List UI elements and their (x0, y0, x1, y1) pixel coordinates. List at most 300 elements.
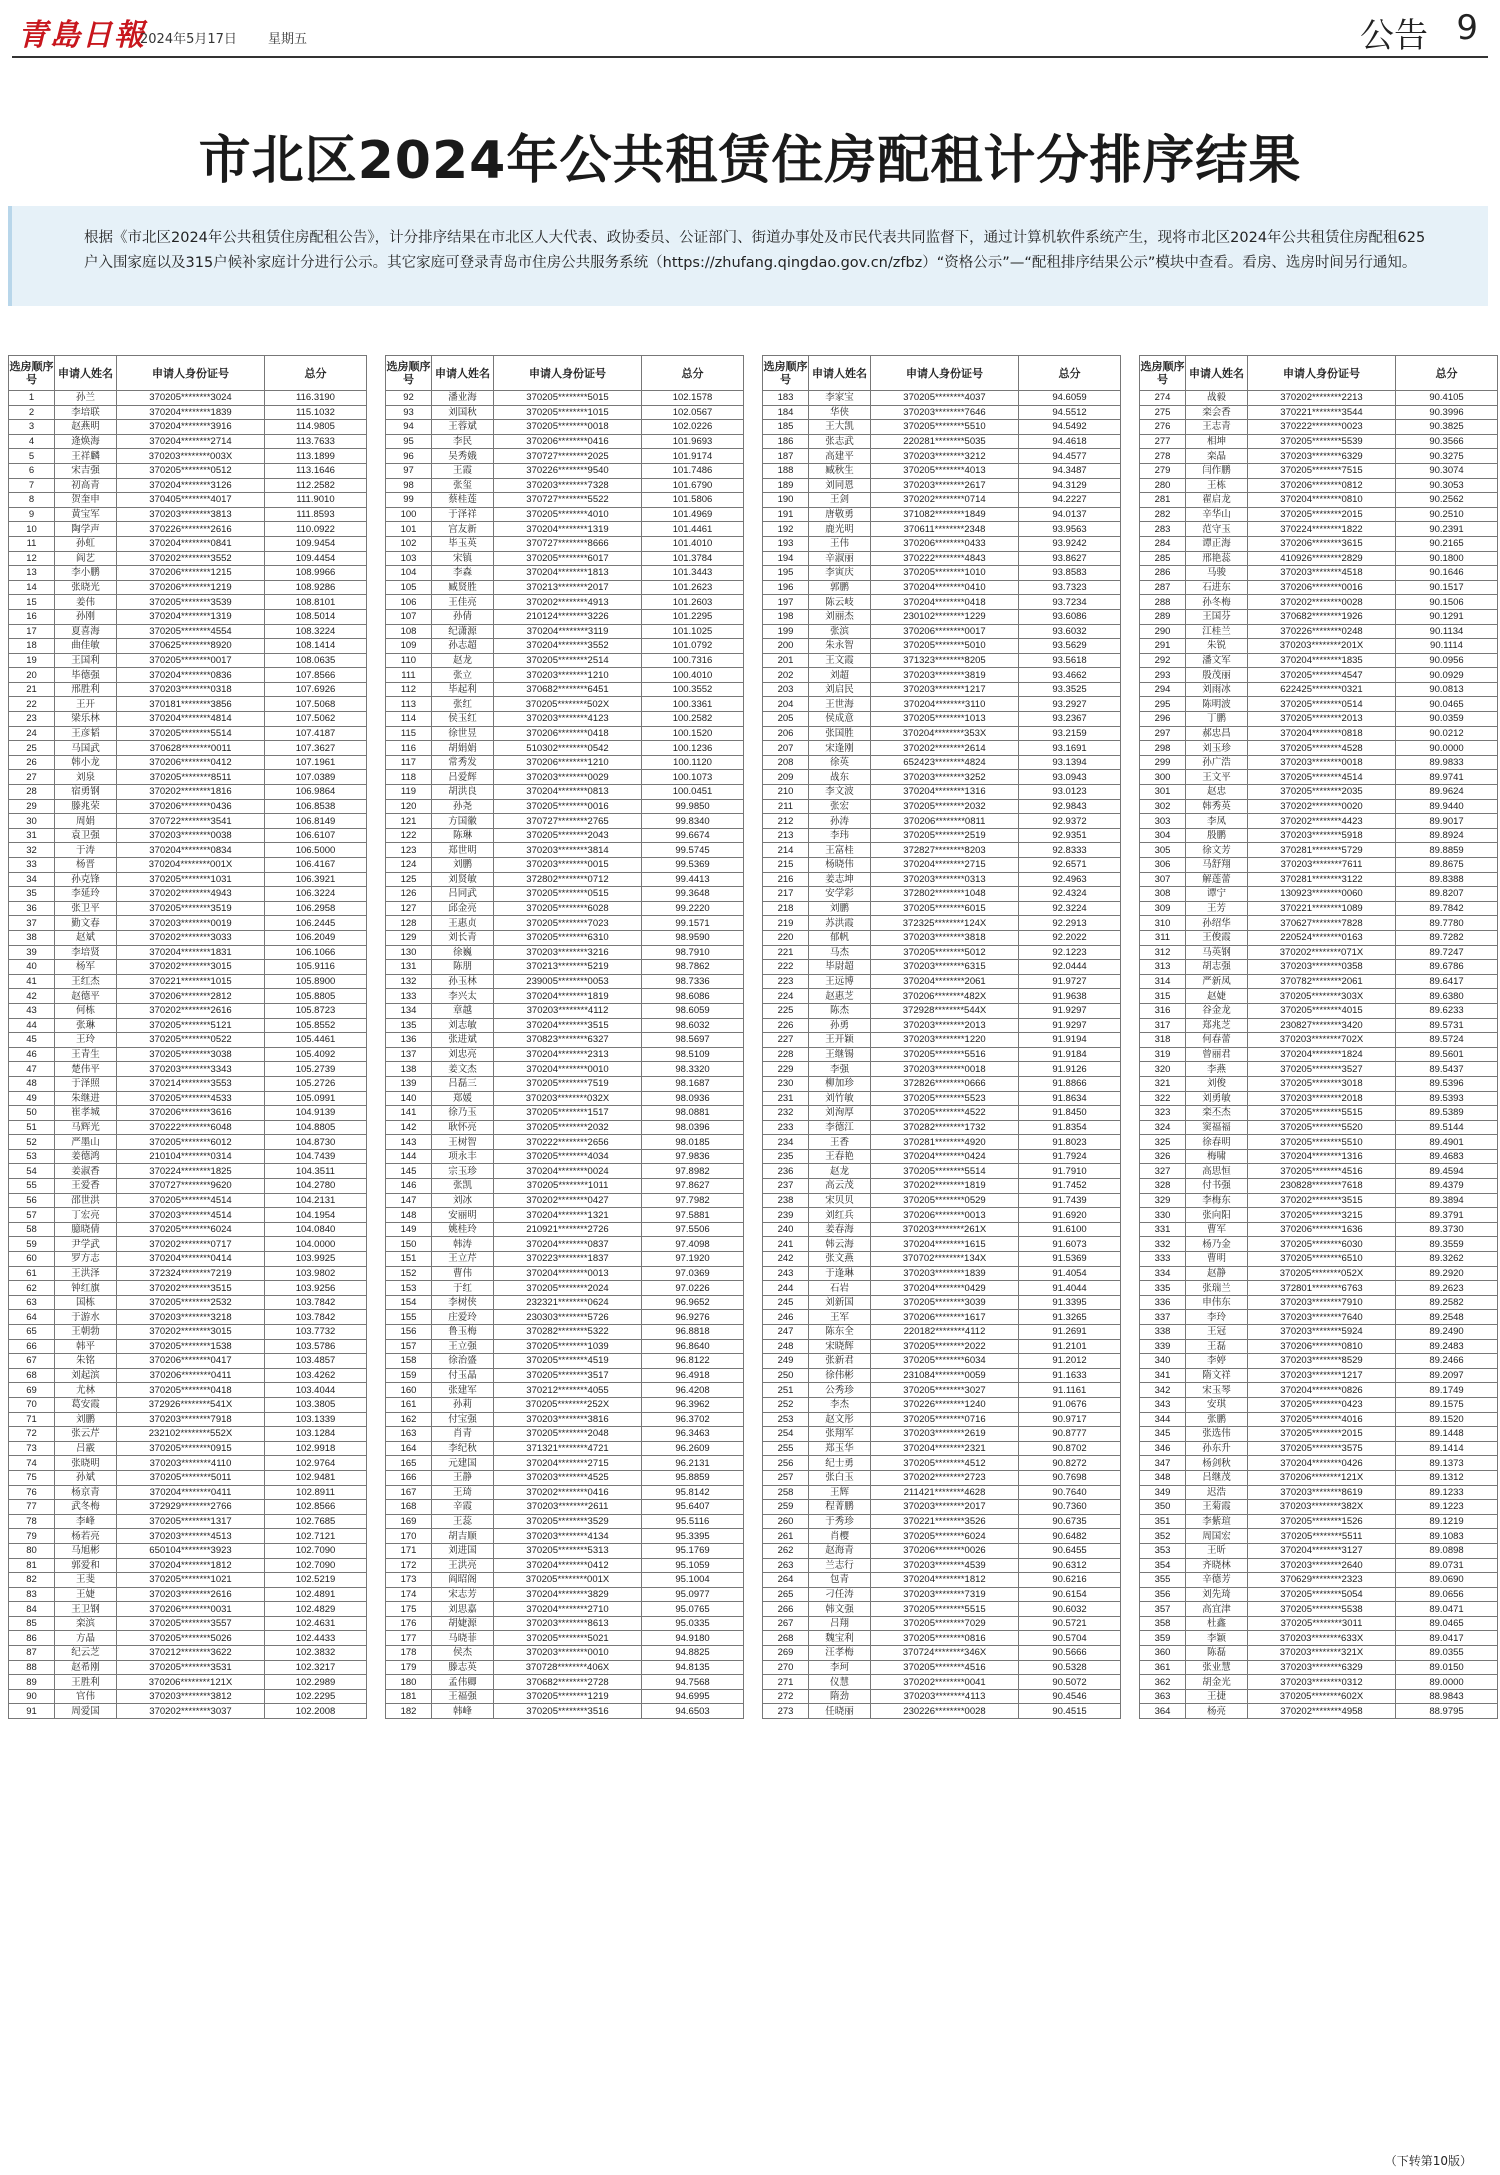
cell-applicant-name: 窦福福 (1186, 1120, 1248, 1135)
table-row (9, 1339, 367, 1354)
table-row (9, 1660, 367, 1675)
cell-id-number: 370204********0429 (871, 1281, 1019, 1296)
cell-order-number: 33 (9, 858, 55, 873)
cell-applicant-name: 王洪泽 (55, 1266, 117, 1281)
cell-order-number: 60 (9, 1252, 55, 1267)
cell-total-score: 96.4918 (642, 1368, 744, 1383)
cell-applicant-name: 李紫瑄 (1186, 1514, 1248, 1529)
table-row (763, 1558, 1121, 1573)
cell-applicant-name: 姜淑香 (55, 1164, 117, 1179)
cell-order-number: 351 (1140, 1514, 1186, 1529)
cell-applicant-name: 付宝强 (432, 1412, 494, 1427)
table-row (1140, 1047, 1498, 1062)
cell-id-number: 370204********3126 (117, 478, 265, 493)
table-row (9, 1120, 367, 1135)
cell-total-score: 89.0898 (1396, 1543, 1498, 1558)
cell-applicant-name: 孙涛 (809, 814, 871, 829)
cell-order-number: 66 (9, 1339, 55, 1354)
cell-order-number: 279 (1140, 463, 1186, 478)
cell-applicant-name: 刘冰 (432, 1193, 494, 1208)
cell-order-number: 352 (1140, 1529, 1186, 1544)
table-row (9, 1076, 367, 1091)
cell-id-number: 370203********4123 (494, 712, 642, 727)
cell-total-score: 93.5629 (1019, 639, 1121, 654)
cell-id-number: 370204********2313 (494, 1047, 642, 1062)
table-row (763, 1500, 1121, 1515)
intro-box (8, 206, 1488, 306)
cell-applicant-name: 王霞 (432, 463, 494, 478)
cell-id-number: 370204********0418 (871, 595, 1019, 610)
cell-applicant-name: 高建平 (809, 449, 871, 464)
cell-order-number: 234 (763, 1135, 809, 1150)
cell-total-score: 107.4187 (265, 726, 367, 741)
cell-order-number: 253 (763, 1412, 809, 1427)
cell-id-number: 370204********0810 (1248, 493, 1396, 508)
cell-order-number: 322 (1140, 1091, 1186, 1106)
cell-order-number: 138 (386, 1062, 432, 1077)
cell-applicant-name: 刘同恩 (809, 478, 871, 493)
cell-order-number: 292 (1140, 653, 1186, 668)
cell-applicant-name: 孙勇 (809, 1018, 871, 1033)
cell-order-number: 156 (386, 1325, 432, 1340)
header-applicant-name: 申请人姓名 (55, 356, 117, 391)
cell-id-number: 370203********7918 (117, 1412, 265, 1427)
cell-order-number: 105 (386, 580, 432, 595)
cell-applicant-name: 高思恒 (1186, 1164, 1248, 1179)
cell-order-number: 246 (763, 1310, 809, 1325)
cell-id-number: 370205********7023 (494, 916, 642, 931)
cell-id-number: 370205********2013 (1248, 712, 1396, 727)
cell-id-number: 370205********6310 (494, 930, 642, 945)
cell-order-number: 12 (9, 551, 55, 566)
cell-order-number: 63 (9, 1295, 55, 1310)
cell-total-score: 106.3224 (265, 887, 367, 902)
cell-total-score: 89.2483 (1396, 1339, 1498, 1354)
cell-applicant-name: 王静 (432, 1470, 494, 1485)
cell-total-score: 104.0840 (265, 1222, 367, 1237)
cell-order-number: 200 (763, 639, 809, 654)
cell-id-number: 370205********4516 (1248, 1164, 1396, 1179)
cell-id-number: 370203********633X (1248, 1631, 1396, 1646)
table-row (386, 668, 744, 683)
cell-id-number: 370204********1812 (871, 1573, 1019, 1588)
cell-order-number: 232 (763, 1106, 809, 1121)
cell-order-number: 122 (386, 828, 432, 843)
table-row (763, 668, 1121, 683)
table-row (1140, 1529, 1498, 1544)
table-row (763, 1383, 1121, 1398)
table-row (1140, 1325, 1498, 1340)
cell-order-number: 168 (386, 1500, 432, 1515)
cell-order-number: 252 (763, 1397, 809, 1412)
cell-id-number: 370205********5523 (871, 1091, 1019, 1106)
cell-total-score: 89.0471 (1396, 1602, 1498, 1617)
cell-total-score: 95.1004 (642, 1573, 744, 1588)
cell-order-number: 207 (763, 741, 809, 756)
cell-total-score: 93.2927 (1019, 697, 1121, 712)
cell-id-number: 370204********1319 (494, 522, 642, 537)
cell-total-score: 91.9297 (1019, 1018, 1121, 1033)
cell-total-score: 91.4044 (1019, 1281, 1121, 1296)
cell-applicant-name: 王玲 (55, 1033, 117, 1048)
cell-total-score: 89.1414 (1396, 1441, 1498, 1456)
cell-id-number: 370205********6024 (871, 1529, 1019, 1544)
cell-order-number: 39 (9, 945, 55, 960)
cell-order-number: 75 (9, 1470, 55, 1485)
cell-order-number: 103 (386, 551, 432, 566)
cell-order-number: 108 (386, 624, 432, 639)
cell-applicant-name: 王福强 (432, 1689, 494, 1704)
cell-order-number: 113 (386, 697, 432, 712)
cell-total-score: 90.3825 (1396, 420, 1498, 435)
cell-applicant-name: 方晶 (55, 1631, 117, 1646)
cell-id-number: 370204********2715 (871, 858, 1019, 873)
cell-order-number: 310 (1140, 916, 1186, 931)
cell-total-score: 103.4262 (265, 1368, 367, 1383)
cell-order-number: 336 (1140, 1295, 1186, 1310)
cell-order-number: 302 (1140, 799, 1186, 814)
table-row (386, 1383, 744, 1398)
table-row (1140, 1120, 1498, 1135)
table-row (386, 770, 744, 785)
cell-id-number: 370205********0515 (494, 887, 642, 902)
cell-id-number: 370206********0416 (494, 434, 642, 449)
cell-id-number: 370205********2032 (494, 1120, 642, 1135)
table-row (9, 858, 367, 873)
cell-order-number: 220 (763, 930, 809, 945)
cell-applicant-name: 郝忠昌 (1186, 726, 1248, 741)
cell-applicant-name: 徐春明 (1186, 1135, 1248, 1150)
cell-order-number: 287 (1140, 580, 1186, 595)
cell-id-number: 370203********6329 (1248, 449, 1396, 464)
table-row (9, 391, 367, 406)
cell-total-score: 101.9174 (642, 449, 744, 464)
cell-total-score: 90.1114 (1396, 639, 1498, 654)
cell-order-number: 291 (1140, 639, 1186, 654)
cell-total-score: 90.4105 (1396, 391, 1498, 406)
cell-applicant-name: 徐英 (809, 755, 871, 770)
table-row (1140, 1208, 1498, 1223)
cell-id-number: 370205********2048 (494, 1427, 642, 1442)
cell-total-score: 102.9481 (265, 1470, 367, 1485)
cell-applicant-name: 张晓光 (55, 580, 117, 595)
cell-order-number: 27 (9, 770, 55, 785)
cell-applicant-name: 滕志英 (432, 1660, 494, 1675)
table-row (9, 1616, 367, 1631)
cell-applicant-name: 张滨 (809, 624, 871, 639)
table-row (9, 843, 367, 858)
table-row (763, 682, 1121, 697)
cell-order-number: 219 (763, 916, 809, 931)
table-row (9, 1266, 367, 1281)
table-row (763, 624, 1121, 639)
table-row (1140, 1500, 1498, 1515)
cell-id-number: 370205********1031 (117, 872, 265, 887)
cell-order-number: 344 (1140, 1412, 1186, 1427)
cell-order-number: 46 (9, 1047, 55, 1062)
cell-total-score: 104.8730 (265, 1135, 367, 1150)
cell-order-number: 345 (1140, 1427, 1186, 1442)
cell-applicant-name: 尹学武 (55, 1237, 117, 1252)
cell-total-score: 90.9717 (1019, 1412, 1121, 1427)
cell-id-number: 370204********1839 (117, 405, 265, 420)
cell-applicant-name: 孙兰 (55, 391, 117, 406)
cell-id-number: 370203********1839 (871, 1266, 1019, 1281)
cell-order-number: 8 (9, 493, 55, 508)
cell-total-score: 96.3962 (642, 1397, 744, 1412)
cell-id-number: 370205********5011 (117, 1470, 265, 1485)
cell-order-number: 13 (9, 566, 55, 581)
cell-id-number: 370205********1526 (1248, 1514, 1396, 1529)
cell-applicant-name: 毕德强 (55, 668, 117, 683)
cell-id-number: 370205********0423 (1248, 1397, 1396, 1412)
table-row (9, 741, 367, 756)
table-row (763, 1018, 1121, 1033)
cell-total-score: 102.5219 (265, 1573, 367, 1588)
table-row (763, 1368, 1121, 1383)
table-row (386, 1310, 744, 1325)
cell-id-number: 370205********7515 (1248, 463, 1396, 478)
cell-applicant-name: 李梅东 (1186, 1193, 1248, 1208)
cell-total-score: 90.5666 (1019, 1646, 1121, 1661)
cell-applicant-name: 李燕 (1186, 1062, 1248, 1077)
cell-applicant-name: 庄爱玲 (432, 1310, 494, 1325)
cell-id-number: 370204********0813 (494, 785, 642, 800)
cell-id-number: 230102********1229 (871, 609, 1019, 624)
issue-date: 2024年5月17日 (140, 32, 237, 47)
cell-total-score: 91.6920 (1019, 1208, 1121, 1223)
table-row (763, 1106, 1121, 1121)
cell-applicant-name: 赵惠芝 (809, 989, 871, 1004)
table-row (386, 712, 744, 727)
cell-order-number: 184 (763, 405, 809, 420)
cell-total-score: 103.4044 (265, 1383, 367, 1398)
cell-order-number: 267 (763, 1616, 809, 1631)
header-id-number: 申请人身份证号 (117, 356, 265, 391)
table-header-row (9, 356, 367, 391)
table-row (1140, 653, 1498, 668)
cell-total-score: 90.2562 (1396, 493, 1498, 508)
table-row (1140, 1587, 1498, 1602)
cell-order-number: 296 (1140, 712, 1186, 727)
table-row (386, 858, 744, 873)
cell-order-number: 79 (9, 1529, 55, 1544)
cell-order-number: 64 (9, 1310, 55, 1325)
table-row (386, 1631, 744, 1646)
cell-applicant-name: 李延玲 (55, 887, 117, 902)
cell-total-score: 98.6059 (642, 1003, 744, 1018)
table-row (763, 1179, 1121, 1194)
header-total-score: 总分 (265, 356, 367, 391)
table-row (386, 1456, 744, 1471)
cell-order-number: 102 (386, 536, 432, 551)
cell-order-number: 289 (1140, 609, 1186, 624)
table-row (9, 726, 367, 741)
cell-applicant-name: 曹军 (1186, 1222, 1248, 1237)
table-row (386, 1470, 744, 1485)
cell-id-number: 232102********552X (117, 1427, 265, 1442)
cell-total-score: 98.6086 (642, 989, 744, 1004)
cell-total-score: 111.9010 (265, 493, 367, 508)
header-order-number: 选房顺序号 (1140, 356, 1186, 391)
cell-total-score: 90.7640 (1019, 1485, 1121, 1500)
cell-id-number: 370205********4522 (871, 1106, 1019, 1121)
cell-order-number: 34 (9, 872, 55, 887)
cell-total-score: 102.9918 (265, 1441, 367, 1456)
cell-total-score: 92.2913 (1019, 916, 1121, 931)
cell-order-number: 363 (1140, 1689, 1186, 1704)
table-row (763, 1441, 1121, 1456)
cell-applicant-name: 谭正海 (1186, 536, 1248, 551)
cell-order-number: 270 (763, 1660, 809, 1675)
cell-id-number: 370204********1813 (494, 566, 642, 581)
cell-id-number: 370205********5516 (871, 1047, 1019, 1062)
cell-id-number: 370205********0018 (494, 420, 642, 435)
table-row (763, 507, 1121, 522)
table-row (1140, 1295, 1498, 1310)
cell-id-number: 372801********6763 (1248, 1281, 1396, 1296)
cell-total-score: 99.3648 (642, 887, 744, 902)
table-row (386, 872, 744, 887)
cell-applicant-name: 李家宝 (809, 391, 871, 406)
cell-applicant-name: 章越 (432, 1003, 494, 1018)
cell-total-score: 96.3463 (642, 1427, 744, 1442)
cell-total-score: 89.3894 (1396, 1193, 1498, 1208)
cell-applicant-name: 栾丕杰 (1186, 1106, 1248, 1121)
cell-total-score: 90.0212 (1396, 726, 1498, 741)
cell-applicant-name: 于秀珍 (809, 1514, 871, 1529)
table-row (9, 1135, 367, 1150)
cell-total-score: 94.7568 (642, 1675, 744, 1690)
table-row (9, 449, 367, 464)
table-row (386, 1237, 744, 1252)
table-row (9, 974, 367, 989)
cell-applicant-name: 刘雨冰 (1186, 682, 1248, 697)
cell-id-number: 370204********0837 (494, 1237, 642, 1252)
cell-total-score: 101.4461 (642, 522, 744, 537)
cell-total-score: 96.8640 (642, 1339, 744, 1354)
cell-id-number: 370203********6315 (871, 960, 1019, 975)
cell-applicant-name: 肖樱 (809, 1529, 871, 1544)
cell-order-number: 323 (1140, 1106, 1186, 1121)
cell-id-number: 370205********3575 (1248, 1441, 1396, 1456)
cell-order-number: 332 (1140, 1237, 1186, 1252)
table-row (1140, 814, 1498, 829)
cell-total-score: 110.0922 (265, 522, 367, 537)
cell-applicant-name: 朱锐 (1186, 639, 1248, 654)
cell-total-score: 104.2780 (265, 1179, 367, 1194)
cell-id-number: 370202********2616 (117, 1003, 265, 1018)
cell-applicant-name: 宋玉琴 (1186, 1383, 1248, 1398)
cell-id-number: 370202********0416 (494, 1485, 642, 1500)
cell-id-number: 370205********2043 (494, 828, 642, 843)
cell-total-score: 108.1414 (265, 639, 367, 654)
table-row (386, 1062, 744, 1077)
cell-id-number: 370203********0358 (1248, 960, 1396, 975)
cell-applicant-name: 辛霞 (432, 1500, 494, 1515)
cell-applicant-name: 范守玉 (1186, 522, 1248, 537)
cell-applicant-name: 潘文军 (1186, 653, 1248, 668)
cell-id-number: 370281********5729 (1248, 843, 1396, 858)
cell-total-score: 89.4683 (1396, 1149, 1498, 1164)
table-row (1140, 1237, 1498, 1252)
cell-id-number: 370204********3916 (117, 420, 265, 435)
cell-id-number: 370204********1321 (494, 1208, 642, 1223)
cell-total-score: 91.1633 (1019, 1368, 1121, 1383)
cell-order-number: 338 (1140, 1325, 1186, 1340)
cell-id-number: 370203********4525 (494, 1470, 642, 1485)
cell-order-number: 341 (1140, 1368, 1186, 1383)
cell-applicant-name: 马旭彬 (55, 1543, 117, 1558)
table-row (386, 1573, 744, 1588)
table-row (9, 872, 367, 887)
table-row (9, 1397, 367, 1412)
cell-applicant-name: 李玮 (809, 828, 871, 843)
cell-id-number: 370205********052X (1248, 1266, 1396, 1281)
cell-total-score: 98.1687 (642, 1076, 744, 1091)
cell-total-score: 97.9836 (642, 1149, 744, 1164)
table-row (763, 901, 1121, 916)
cell-id-number: 370625********8920 (117, 639, 265, 654)
cell-total-score: 96.2131 (642, 1456, 744, 1471)
cell-id-number: 370405********4017 (117, 493, 265, 508)
cell-order-number: 242 (763, 1252, 809, 1267)
cell-id-number: 370205********3024 (117, 391, 265, 406)
cell-applicant-name: 刘先琦 (1186, 1587, 1248, 1602)
table-row (1140, 1033, 1498, 1048)
cell-applicant-name: 杨京青 (55, 1485, 117, 1500)
cell-applicant-name: 赵希刚 (55, 1660, 117, 1675)
table-row (386, 653, 744, 668)
cell-order-number: 208 (763, 755, 809, 770)
cell-id-number: 130923********0060 (1248, 887, 1396, 902)
cell-id-number: 370204********0412 (494, 1558, 642, 1573)
cell-applicant-name: 李寅庆 (809, 566, 871, 581)
table-row (763, 989, 1121, 1004)
cell-applicant-name: 仪慧 (809, 1675, 871, 1690)
cell-total-score: 98.5109 (642, 1047, 744, 1062)
cell-order-number: 212 (763, 814, 809, 829)
cell-total-score: 97.8627 (642, 1179, 744, 1194)
cell-order-number: 343 (1140, 1397, 1186, 1412)
cell-id-number: 372324********7219 (117, 1266, 265, 1281)
cell-order-number: 173 (386, 1573, 432, 1588)
cell-id-number: 370203********3218 (117, 1310, 265, 1325)
cell-order-number: 188 (763, 463, 809, 478)
cell-id-number: 370203********4112 (494, 1003, 642, 1018)
cell-order-number: 118 (386, 770, 432, 785)
table-row (9, 755, 367, 770)
table-row (9, 1383, 367, 1398)
table-row (1140, 1660, 1498, 1675)
cell-order-number: 346 (1140, 1441, 1186, 1456)
cell-total-score: 104.1954 (265, 1208, 367, 1223)
cell-id-number: 370203********0318 (117, 682, 265, 697)
cell-id-number: 370206********3615 (1248, 536, 1396, 551)
cell-total-score: 97.0369 (642, 1266, 744, 1281)
table-row (9, 1003, 367, 1018)
cell-total-score: 94.8825 (642, 1646, 744, 1661)
cell-total-score: 91.9194 (1019, 1033, 1121, 1048)
cell-total-score: 106.3921 (265, 872, 367, 887)
header-applicant-name: 申请人姓名 (1186, 356, 1248, 391)
cell-id-number: 370206********1210 (494, 755, 642, 770)
cell-order-number: 106 (386, 595, 432, 610)
cell-total-score: 104.7439 (265, 1149, 367, 1164)
cell-applicant-name: 臧贤胜 (432, 580, 494, 595)
cell-total-score: 101.3443 (642, 566, 744, 581)
cell-order-number: 294 (1140, 682, 1186, 697)
